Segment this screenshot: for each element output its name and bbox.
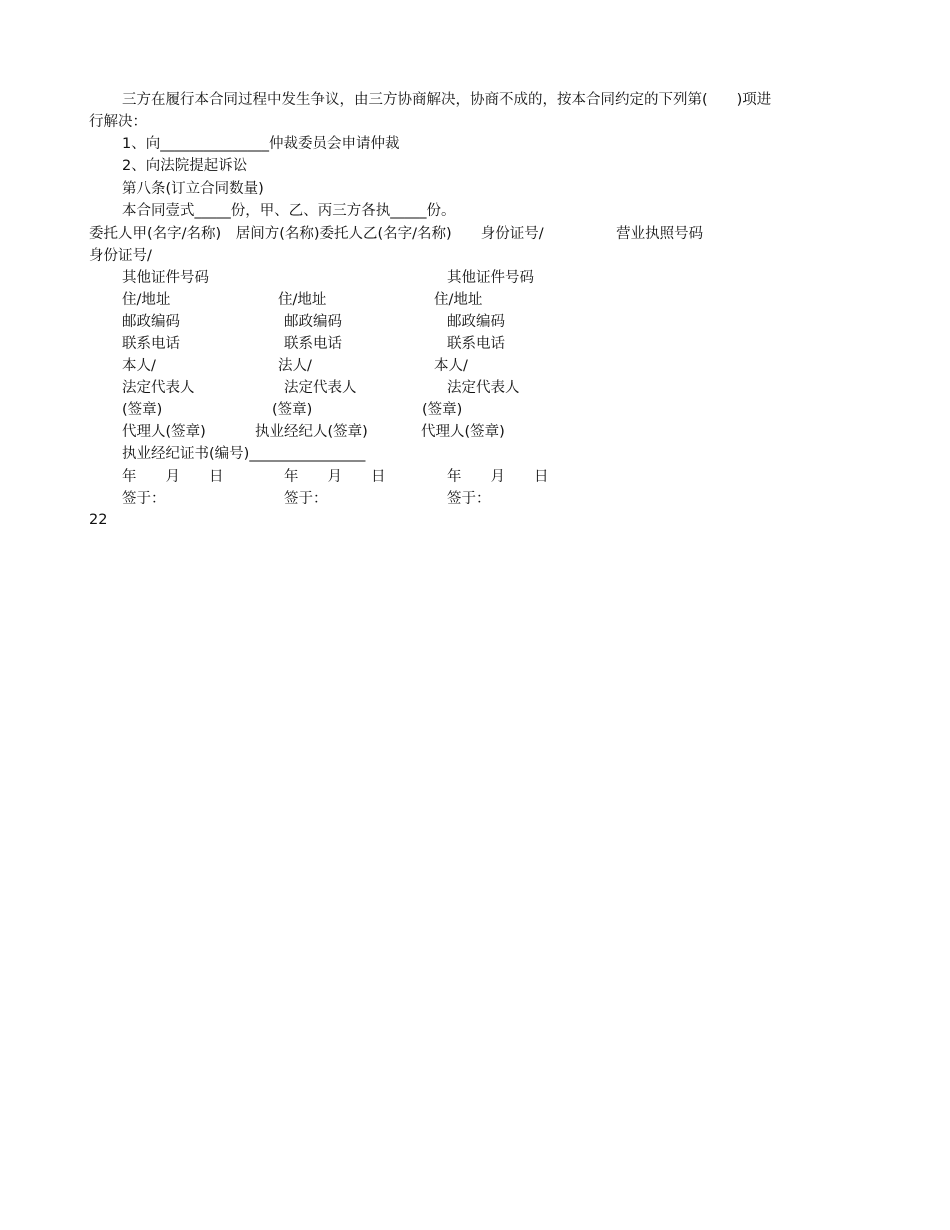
other-id-party-c: 其他证件号码: [447, 270, 534, 286]
article-8-heading: 第八条(订立合同数量): [122, 181, 264, 197]
date-party-a: 年 月 日: [122, 469, 224, 485]
other-id-party-a: 其他证件号码: [122, 270, 209, 286]
postcode-party-a: 邮政编码: [122, 314, 180, 330]
party-header-line2: 身份证号/: [89, 248, 152, 264]
litigation-option: 2、向法院提起诉讼: [122, 158, 248, 174]
contract-copies: 本合同壹式_____份，甲、乙、丙三方各执_____份。: [122, 203, 456, 219]
postcode-party-b: 邮政编码: [284, 314, 342, 330]
broker-seal-party-b: 执业经纪人(签章): [255, 424, 368, 440]
signed-at-party-b: 签于：: [284, 491, 328, 507]
signed-at-party-a: 签于：: [122, 491, 166, 507]
signed-at-party-c: 签于：: [447, 491, 491, 507]
seal-party-c: (签章): [422, 402, 463, 418]
broker-certificate-number: 执业经纪证书(编号)________________: [122, 446, 366, 462]
agent-seal-party-a: 代理人(签章): [122, 424, 206, 440]
legal-person-party-b: 法人/: [278, 358, 312, 374]
dispute-clause-line2: 行解决：: [89, 114, 147, 130]
date-party-c: 年 月 日: [447, 469, 549, 485]
party-header-line: 委托人甲(名字/名称) 居间方(名称)委托人乙(名字/名称) 身份证号/ 营业执照号码: [89, 226, 704, 242]
phone-party-c: 联系电话: [447, 336, 505, 352]
address-party-a: 住/地址: [122, 292, 171, 308]
seal-party-b: (签章): [272, 402, 313, 418]
legal-rep-party-c: 法定代表人: [447, 380, 520, 396]
page-number: 22: [89, 512, 108, 528]
dispute-clause-line1: 三方在履行本合同过程中发生争议，由三方协商解决，协商不成的，按本合同约定的下列第( )项进: [122, 92, 772, 108]
phone-party-a: 联系电话: [122, 336, 180, 352]
legal-rep-party-b: 法定代表人: [284, 380, 357, 396]
phone-party-b: 联系电话: [284, 336, 342, 352]
date-party-b: 年 月 日: [284, 469, 386, 485]
arbitration-option: 1、向_______________仲裁委员会申请仲裁: [122, 136, 400, 152]
agent-seal-party-c: 代理人(签章): [421, 424, 505, 440]
seal-party-a: (签章): [122, 402, 163, 418]
self-party-c: 本人/: [434, 358, 468, 374]
postcode-party-c: 邮政编码: [447, 314, 505, 330]
self-party-a: 本人/: [122, 358, 156, 374]
address-party-c: 住/地址: [434, 292, 483, 308]
legal-rep-party-a: 法定代表人: [122, 380, 195, 396]
address-party-b: 住/地址: [278, 292, 327, 308]
